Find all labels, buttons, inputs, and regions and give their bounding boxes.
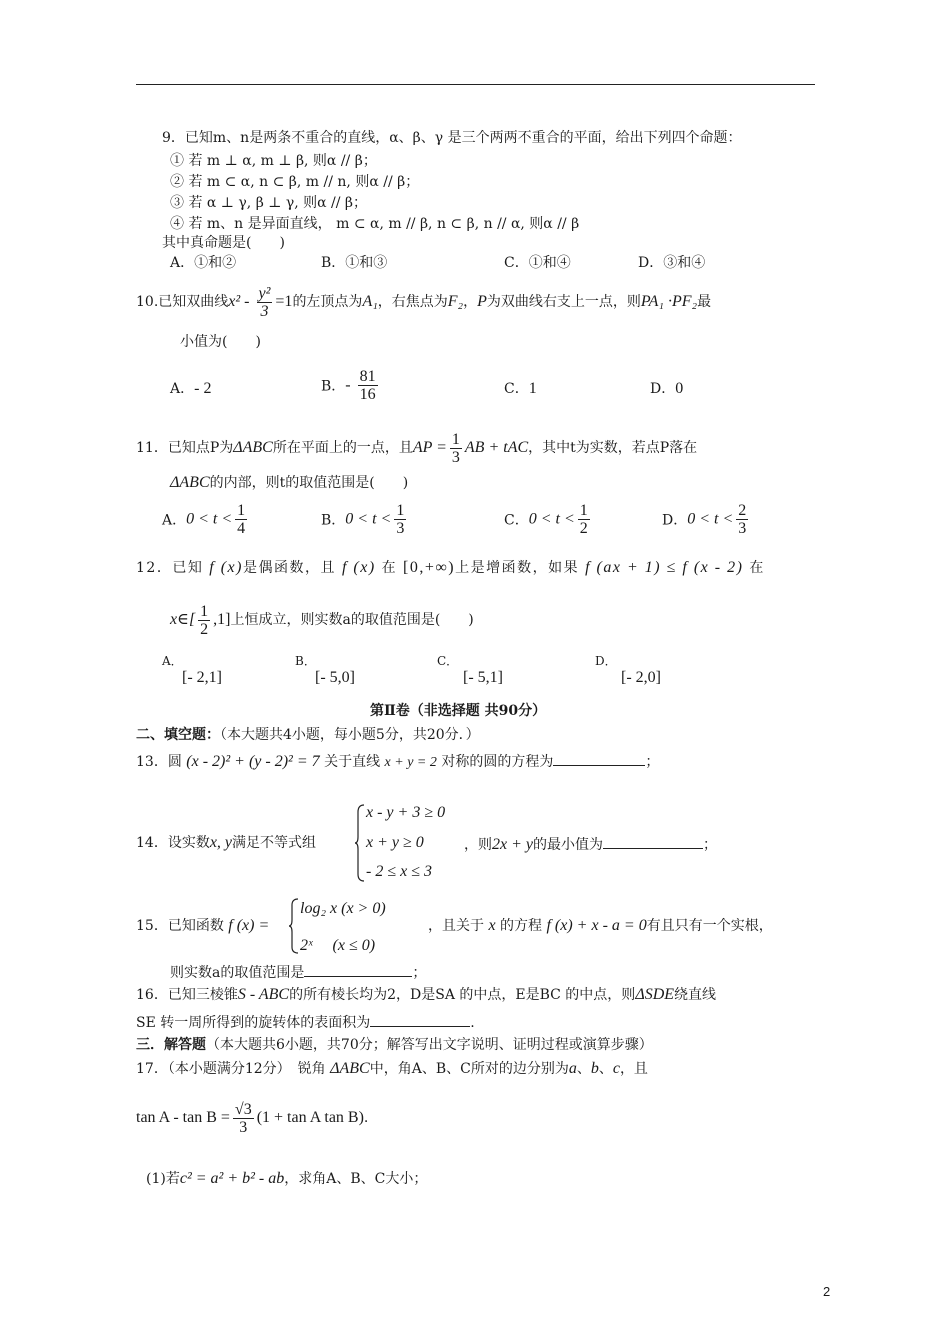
q11-option-d-pre: 0 < t < bbox=[687, 510, 734, 528]
q17-frac-num: √3 bbox=[234, 1100, 252, 1118]
q12-option-b-value: [- 5,0] bbox=[315, 669, 355, 686]
q11-option-b-label: B． bbox=[321, 512, 346, 529]
q12-line2 bbox=[170, 602, 474, 638]
q10-frac-den: 3 bbox=[260, 302, 269, 320]
q12-tail: 在 bbox=[749, 560, 765, 576]
q11-line2 bbox=[170, 474, 408, 492]
q11-option-d bbox=[662, 502, 751, 537]
q11-option-a-pre: 0 < t < bbox=[186, 510, 233, 528]
q12-stem bbox=[136, 554, 765, 582]
q15-line2 bbox=[170, 962, 426, 982]
q11-option-c-den: 2 bbox=[579, 520, 588, 537]
part2-title: 第Ⅱ卷（非选择题 共90分） bbox=[370, 703, 547, 719]
q15-line2-text: 则实数a的取值范围是 bbox=[170, 965, 305, 981]
q17-sep1: 、 bbox=[576, 1061, 591, 1077]
q14-stem-left bbox=[136, 834, 316, 852]
q11-option-b-den: 3 bbox=[396, 520, 405, 537]
q17-eq-end: . bbox=[363, 1110, 369, 1126]
section3-note: （本大题共6小题，共70分；解答写出文字说明、证明过程或演算步骤） bbox=[206, 1037, 653, 1053]
q12-mid3: 上是增函数，如果 bbox=[455, 560, 580, 576]
q11-tail: ，其中t为实数，若点P落在 bbox=[528, 440, 698, 456]
q15-equation: f (x) + x - a = 0 bbox=[546, 917, 647, 934]
q11-option-a-den: 4 bbox=[237, 520, 246, 537]
q14-stem-right bbox=[464, 834, 717, 854]
q11-option-b-frac bbox=[394, 502, 406, 537]
q11-stem bbox=[136, 430, 697, 466]
q11-line2-triangle: ΔABC bbox=[170, 474, 210, 491]
q17-side-c: c bbox=[612, 1060, 620, 1077]
q11-lead: 11．已知点P为 bbox=[136, 440, 234, 456]
q17-part1 bbox=[146, 1170, 427, 1188]
q10-option-d-value: 0 bbox=[675, 380, 684, 397]
q13-tail: 对称的圆的方程为 bbox=[441, 754, 554, 770]
q11-option-c-pre: 0 < t < bbox=[528, 510, 575, 528]
q16-lead: 16．已知三棱锥 bbox=[136, 987, 238, 1003]
q16-answer-blank[interactable] bbox=[370, 1012, 470, 1027]
q12-option-b-label: B． bbox=[295, 654, 316, 668]
q16-line2-text: SE 转一周所得到的旋转体的表面积为 bbox=[136, 1015, 371, 1031]
q9-option-b: B．①和③ bbox=[321, 255, 388, 271]
q12-option-d-value: [- 2,0] bbox=[621, 669, 661, 686]
q17-frac-den: 3 bbox=[239, 1118, 248, 1136]
q16-pyramid: S - ABC bbox=[237, 986, 290, 1003]
q14-answer-blank[interactable] bbox=[603, 834, 703, 849]
q12-mid1: 是偶函数，且 bbox=[242, 560, 336, 576]
q17-eq-left: tan A - tan B = bbox=[136, 1109, 230, 1126]
q11-ap: AP = bbox=[412, 439, 447, 456]
q12-option-a-value: [- 2,1] bbox=[182, 669, 222, 686]
q11-option-c-frac bbox=[578, 502, 590, 537]
q12-frac-num: 1 bbox=[200, 602, 209, 620]
q10-option-c-value: 1 bbox=[528, 380, 537, 397]
q10-a1: A₁ bbox=[362, 293, 378, 310]
q12-fx2: f (x) bbox=[341, 559, 376, 576]
q9-prop-3: ③ 若 α ⊥ γ, β ⊥ γ, 则α // β； bbox=[170, 195, 367, 211]
q12-mid2: 在 bbox=[381, 560, 398, 576]
q12-frac-den: 2 bbox=[200, 620, 209, 638]
q10-middle: 的左顶点为 bbox=[292, 294, 363, 310]
q17-side-a: a bbox=[568, 1060, 577, 1077]
q13-line: x + y = 2 bbox=[384, 755, 437, 770]
q10-p: P bbox=[477, 293, 487, 310]
q10-option-d-label: D． bbox=[650, 381, 676, 397]
q14-ineq-2: x + y ≥ 0 bbox=[366, 834, 424, 851]
q10-option-b-den: 16 bbox=[359, 386, 376, 403]
q15-brace bbox=[288, 898, 300, 954]
q15-stem-right bbox=[428, 917, 773, 935]
q17-sub1-tail: ，求角A、B、C大小； bbox=[284, 1171, 428, 1187]
q12-line2-frac bbox=[198, 603, 210, 638]
q14-lead: 14．设实数 bbox=[136, 835, 210, 851]
q15-stem-left bbox=[136, 917, 269, 935]
q10-tail: 最 bbox=[697, 294, 712, 310]
q9-prop-4: ④ 若 m、n 是异面直线， m ⊂ α, m // β, n ⊂ β, n // α, 则α // β bbox=[170, 216, 580, 232]
q14-tail: 的最小值为 bbox=[533, 837, 603, 853]
q10-option-a bbox=[170, 378, 211, 398]
q17-stem bbox=[136, 1060, 648, 1078]
q9-prop-1: ① 若 m ⊥ α, m ⊥ β, 则α // β； bbox=[170, 153, 377, 169]
q14-end: ； bbox=[703, 837, 717, 853]
q11-option-d-num: 2 bbox=[738, 502, 747, 519]
q12-lead: 12．已知 bbox=[136, 560, 204, 576]
q12-option-d-label: D． bbox=[595, 654, 617, 668]
q17-lead: 17．（本小题满分12分） 锐角 bbox=[136, 1061, 326, 1077]
q13-stem bbox=[136, 751, 659, 772]
q11-frac-den: 3 bbox=[451, 448, 460, 466]
q10-f2: F₂ bbox=[447, 293, 464, 310]
q17-triangle: ΔABC bbox=[330, 1060, 370, 1077]
q10-option-b bbox=[321, 368, 381, 403]
q12-option-b bbox=[295, 652, 355, 687]
q14-ineq-1: x - y + 3 ≥ 0 bbox=[366, 804, 446, 821]
q16-line2 bbox=[136, 1012, 475, 1032]
q15-end: ； bbox=[412, 965, 427, 981]
q16-stem bbox=[136, 986, 716, 1004]
q10-fraction bbox=[257, 285, 273, 320]
q15-mid: ，且关于 bbox=[428, 918, 484, 934]
q17-eq-right: (1 + tan A tan B) bbox=[256, 1109, 364, 1126]
q11-option-a-frac bbox=[235, 502, 247, 537]
q10-option-c bbox=[504, 378, 537, 398]
q12-option-c-label: C． bbox=[437, 654, 459, 668]
q16-mid: 的所有棱长均为2，D是SA 的中点，E是BC 的中点，则 bbox=[289, 987, 636, 1003]
q12-option-d bbox=[595, 652, 661, 687]
section3-heading bbox=[136, 1036, 653, 1054]
q12-line2-post: ,1] bbox=[213, 611, 231, 628]
q17-eq-frac bbox=[233, 1101, 254, 1136]
q11-fraction bbox=[450, 431, 462, 466]
q10-line2: 小值为( ) bbox=[180, 334, 261, 350]
q12-option-c-value: [- 5,1] bbox=[463, 669, 503, 686]
q13-end: ； bbox=[645, 754, 660, 770]
q17-sep2: 、 bbox=[598, 1061, 613, 1077]
q10-dot-product: PA₁ ·PF₂ bbox=[640, 293, 698, 310]
q10-eq-left: x² - bbox=[228, 293, 254, 310]
q13-circle-eq: (x - 2)² + (y - 2)² = 7 bbox=[186, 753, 320, 770]
q11-option-c-num: 1 bbox=[579, 502, 588, 519]
q11-option-c bbox=[504, 502, 593, 537]
q11-frac-num: 1 bbox=[451, 430, 460, 448]
q14-after: ，则 bbox=[464, 837, 492, 853]
q11-option-a-label: A． bbox=[162, 512, 187, 529]
header-rule bbox=[136, 84, 815, 85]
q10-eq-right: =1 bbox=[275, 293, 293, 310]
q9-ask: 其中真命题是( ) bbox=[162, 235, 285, 251]
q14-vars: x, y bbox=[209, 834, 233, 851]
q9-option-c: C．①和④ bbox=[504, 255, 571, 271]
q15-lead: 15．已知函数 bbox=[136, 918, 224, 934]
q11-triangle: ΔABC bbox=[233, 439, 273, 456]
q11-option-d-label: D． bbox=[662, 512, 688, 529]
q9-prop-2: ② 若 m ⊂ α, n ⊂ β, m // n, 则α // β； bbox=[170, 174, 420, 190]
q14-ineq-3: - 2 ≤ x ≤ 3 bbox=[366, 863, 432, 880]
q10-stem bbox=[136, 284, 711, 320]
q10-option-b-label: B． bbox=[321, 378, 346, 395]
q11-option-b bbox=[321, 502, 409, 537]
q10-mid4: 为双曲线右支上一点，则 bbox=[486, 294, 641, 310]
q17-tail: ，且 bbox=[619, 1061, 648, 1077]
q14-brace bbox=[354, 804, 366, 882]
section2-note: （本大题共4小题，每小题5分，共20分．） bbox=[220, 727, 480, 743]
q16-end: . bbox=[470, 1015, 475, 1031]
q11-option-a bbox=[162, 502, 250, 537]
q10-mid2: ，右焦点为 bbox=[377, 294, 448, 310]
q11-option-c-label: C． bbox=[504, 512, 529, 529]
q10-mid3: ， bbox=[463, 294, 478, 310]
q10-option-d bbox=[650, 378, 683, 398]
q12-interval: [0,+∞) bbox=[403, 559, 456, 576]
q11-mid: 所在平面上的一点，且 bbox=[272, 440, 413, 456]
q12-option-a-label: A． bbox=[162, 654, 183, 668]
q12-fx: f (x) bbox=[209, 559, 243, 576]
q10-option-a-value: - 2 bbox=[194, 380, 212, 397]
q9-option-d: D．③和④ bbox=[638, 255, 706, 271]
q15-mid2: 的方程 bbox=[500, 918, 543, 934]
q17-sub1-lead: (1)若 bbox=[146, 1171, 180, 1187]
q9-stem: 9．已知m、n是两条不重合的直线，α、β、γ 是三个两两不重合的平面，给出下列四个命题： bbox=[162, 130, 742, 146]
q10-frac-num: y² bbox=[258, 284, 271, 302]
q12-option-c bbox=[437, 652, 503, 687]
page-number: 2 bbox=[823, 1284, 831, 1299]
q16-triangle: ΔSDE bbox=[635, 986, 675, 1003]
q10-option-a-label: A． bbox=[170, 381, 195, 397]
q11-option-d-frac bbox=[736, 502, 748, 537]
q10-lead: 10.已知双曲线 bbox=[136, 294, 229, 310]
q12-option-a bbox=[162, 652, 222, 687]
q10-option-b-frac bbox=[358, 368, 378, 403]
q13-lead: 13．圆 bbox=[136, 754, 182, 770]
q17-mid: 中，角A、B、C所对的边分别为 bbox=[369, 1061, 569, 1077]
q13-answer-blank[interactable] bbox=[553, 751, 645, 766]
q15-x: x bbox=[488, 917, 496, 934]
q11-option-b-num: 1 bbox=[396, 502, 405, 519]
q11-line2-text: 的内部，则t的取值范围是( ) bbox=[209, 475, 409, 491]
section2-head: 二、填空题： bbox=[136, 727, 220, 743]
q11-rest: AB + tAC bbox=[464, 439, 529, 456]
q17-side-b: b bbox=[590, 1060, 599, 1077]
q10-option-c-label: C． bbox=[504, 381, 529, 397]
q9-option-a: A．①和② bbox=[170, 255, 237, 271]
q10-option-b-value: - bbox=[345, 376, 355, 394]
q16-tail: 绕直线 bbox=[674, 987, 717, 1003]
q15-tail: 有且只有一个实根， bbox=[646, 918, 773, 934]
q15-case-1: log₂ x (x > 0) bbox=[300, 900, 386, 917]
section3-head: 三．解答题 bbox=[136, 1037, 206, 1053]
q12-line2-text: 上恒成立，则实数a的取值范围是( ) bbox=[230, 612, 474, 628]
q12-line2-pre: x∈[ bbox=[170, 611, 196, 628]
q11-option-d-den: 3 bbox=[738, 520, 747, 537]
q10-option-b-num: 81 bbox=[359, 368, 376, 385]
q15-answer-blank[interactable] bbox=[304, 962, 412, 977]
q12-inequality: f (ax + 1) ≤ f (x - 2) bbox=[585, 559, 744, 576]
q15-case-2: 2ˣ (x ≤ 0) bbox=[300, 937, 376, 954]
q17-sub1-eq: c² = a² + b² - ab bbox=[179, 1170, 285, 1187]
q11-option-b-pre: 0 < t < bbox=[345, 510, 392, 528]
section2-heading bbox=[136, 726, 480, 744]
q14-expr: 2x + y bbox=[492, 836, 533, 853]
q17-equation bbox=[136, 1100, 368, 1136]
q13-mid: 关于直线 bbox=[324, 754, 381, 770]
q11-option-a-num: 1 bbox=[237, 502, 246, 519]
q14-mid: 满足不等式组 bbox=[232, 835, 317, 851]
q15-fx: f (x) = bbox=[228, 917, 270, 934]
